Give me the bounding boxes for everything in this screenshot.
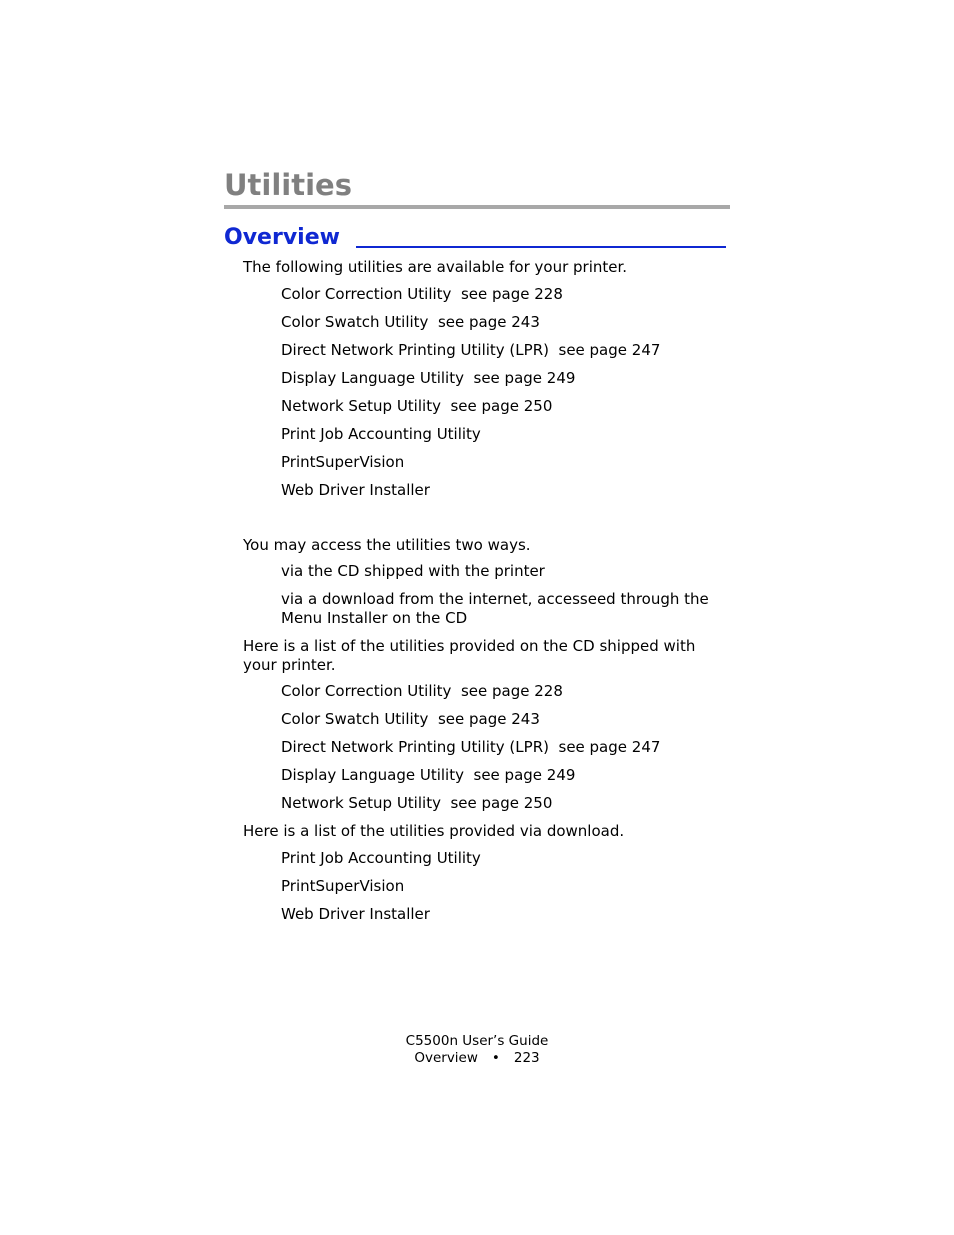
download-list-paragraph: Here is a list of the utilities provided via download. (243, 822, 625, 840)
list-item: Color Correction Utility see page 228 (281, 682, 563, 700)
list-item: Direct Network Printing Utility (LPR) see page 247 (281, 738, 661, 756)
list-item: PrintSuperVision (281, 453, 405, 471)
footer-section: Overview (414, 1050, 478, 1066)
list-item: Web Driver Installer (281, 481, 430, 499)
list-item: via a download from the internet, accesseed through the Menu Installer on the CD (281, 590, 714, 627)
list-item: Color Swatch Utility see page 243 (281, 710, 540, 728)
page-footer (0, 1033, 954, 1067)
intro-paragraph: The following utilities are available for your printer. (243, 258, 628, 276)
footer-guide-name: C5500n User’s Guide (405, 1033, 549, 1049)
cd-list-paragraph: Here is a list of the utilities provided on the CD shipped with your printer. (243, 637, 696, 674)
list-item: Print Job Accounting Utility (281, 849, 481, 867)
list-item: Color Correction Utility see page 228 (281, 285, 563, 303)
bullet-separator: • (491, 1050, 500, 1066)
page-title: Utilities (224, 168, 352, 202)
heading-underline (356, 246, 726, 248)
list-item: Network Setup Utility see page 250 (281, 794, 553, 812)
page-number: 223 (513, 1050, 540, 1066)
list-item: Web Driver Installer (281, 905, 430, 923)
footer-page-info (0, 1050, 954, 1067)
title-rule (224, 205, 730, 209)
section-heading: Overview (224, 225, 340, 250)
list-item: PrintSuperVision (281, 877, 405, 895)
list-item: Print Job Accounting Utility (281, 425, 481, 443)
access-paragraph: You may access the utilities two ways. (243, 536, 531, 554)
list-item: Color Swatch Utility see page 243 (281, 313, 540, 331)
list-item: Direct Network Printing Utility (LPR) see page 247 (281, 341, 661, 359)
list-item: via the CD shipped with the printer (281, 562, 545, 580)
list-item: Network Setup Utility see page 250 (281, 397, 553, 415)
list-item: Display Language Utility see page 249 (281, 766, 576, 784)
list-item: Display Language Utility see page 249 (281, 369, 576, 387)
